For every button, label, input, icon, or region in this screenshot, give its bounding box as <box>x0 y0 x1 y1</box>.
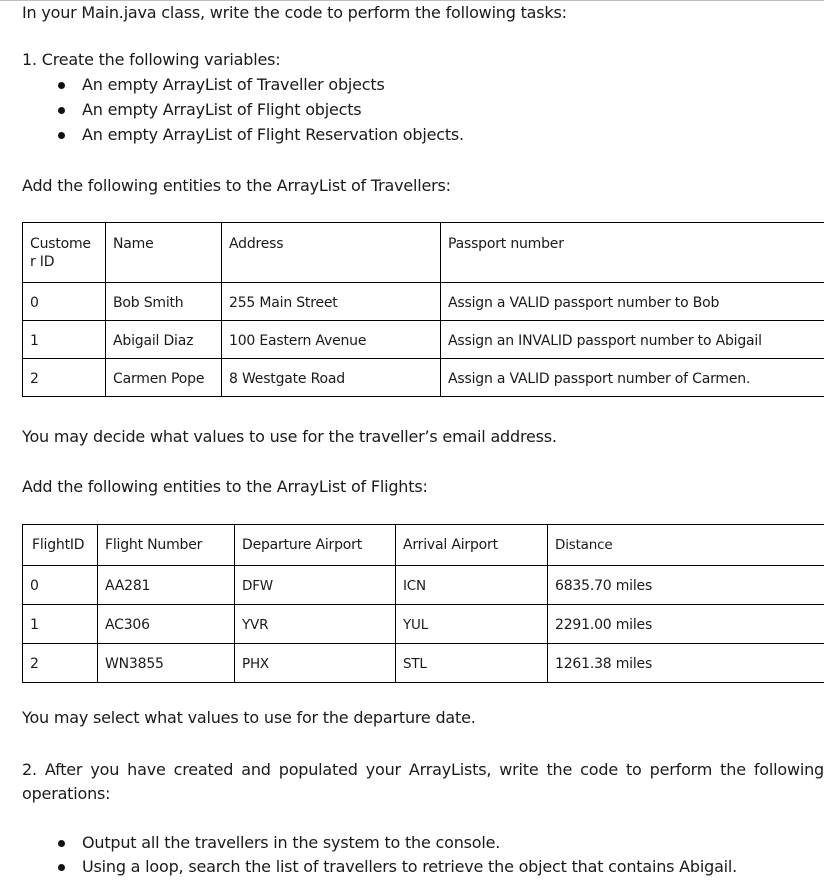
table-row <box>23 283 824 321</box>
cell-arrival: YUL <box>396 605 548 644</box>
task2-bullet-1: Output all the travellers in the system to the console. <box>82 833 501 852</box>
table-row <box>23 605 824 644</box>
intro-text: In your Main.java class, write the code to perform the following tasks: <box>22 3 567 22</box>
cell-departure: DFW <box>235 566 396 605</box>
cell-flight-number: WN3855 <box>98 644 235 683</box>
cell-distance: 2291.00 miles <box>548 605 824 644</box>
cell-distance: 6835.70 miles <box>548 566 824 605</box>
cell-id: 0 <box>23 283 106 321</box>
cell-address: 8 Westgate Road <box>222 359 441 397</box>
task1-bullet-3: An empty ArrayList of Flight Reservation objects. <box>82 125 464 144</box>
cell-departure: PHX <box>235 644 396 683</box>
cell-name: Carmen Pope <box>106 359 222 397</box>
travellers-intro: Add the following entities to the ArrayList of Travellers: <box>22 176 451 195</box>
task1-bullet-1: An empty ArrayList of Traveller objects <box>82 75 385 94</box>
cell-id: 2 <box>23 359 106 397</box>
cell-address: 100 Eastern Avenue <box>222 321 441 359</box>
cell-flight-id: 1 <box>23 605 98 644</box>
cell-passport: Assign a VALID passport number of Carmen. <box>441 359 824 397</box>
cell-flight-number: AA281 <box>98 566 235 605</box>
header-distance: Distance <box>548 525 824 566</box>
bullet-dot <box>58 864 65 871</box>
header-customer-id: Custome r ID <box>23 223 106 283</box>
table-row <box>23 566 824 605</box>
header-name: Name <box>106 223 222 283</box>
table-row <box>23 644 824 683</box>
header-flight-number: Flight Number <box>98 525 235 566</box>
table-row <box>23 321 824 359</box>
task2-paragraph: 2. After you have created and populated your ArrayLists, write the code to perform the following operations: <box>22 760 824 803</box>
flights-intro: Add the following entities to the ArrayList of Flights: <box>22 477 428 496</box>
cell-id: 1 <box>23 321 106 359</box>
header-arrival-airport: Arrival Airport <box>396 525 548 566</box>
cell-flight-number: AC306 <box>98 605 235 644</box>
header-passport: Passport number <box>441 223 824 283</box>
header-address: Address <box>222 223 441 283</box>
header-flight-id: FlightID <box>23 525 98 566</box>
table-row <box>23 359 824 397</box>
task1-heading: 1. Create the following variables: <box>22 50 281 69</box>
cell-passport: Assign an INVALID passport number to Abigail <box>441 321 824 359</box>
departure-note: You may select what values to use for the departure date. <box>22 708 476 727</box>
cell-passport: Assign a VALID passport number to Bob <box>441 283 824 321</box>
travellers-table <box>22 222 824 397</box>
cell-departure: YVR <box>235 605 396 644</box>
top-rule <box>0 0 824 1</box>
table-header-row <box>23 223 824 283</box>
task1-bullet-2: An empty ArrayList of Flight objects <box>82 100 362 119</box>
cell-address: 255 Main Street <box>222 283 441 321</box>
cell-arrival: STL <box>396 644 548 683</box>
cell-flight-id: 2 <box>23 644 98 683</box>
cell-name: Bob Smith <box>106 283 222 321</box>
bullet-dot <box>58 82 65 89</box>
email-note: You may decide what values to use for the traveller’s email address. <box>22 427 557 446</box>
table-header-row <box>23 525 824 566</box>
bullet-dot <box>58 132 65 139</box>
header-departure-airport: Departure Airport <box>235 525 396 566</box>
bullet-dot <box>58 840 65 847</box>
cell-name: Abigail Diaz <box>106 321 222 359</box>
cell-arrival: ICN <box>396 566 548 605</box>
cell-distance: 1261.38 miles <box>548 644 824 683</box>
task2-bullet-2: Using a loop, search the list of travellers to retrieve the object that contains Abigail. <box>82 857 738 876</box>
bullet-dot <box>58 107 65 114</box>
flights-table <box>22 524 824 683</box>
cell-flight-id: 0 <box>23 566 98 605</box>
